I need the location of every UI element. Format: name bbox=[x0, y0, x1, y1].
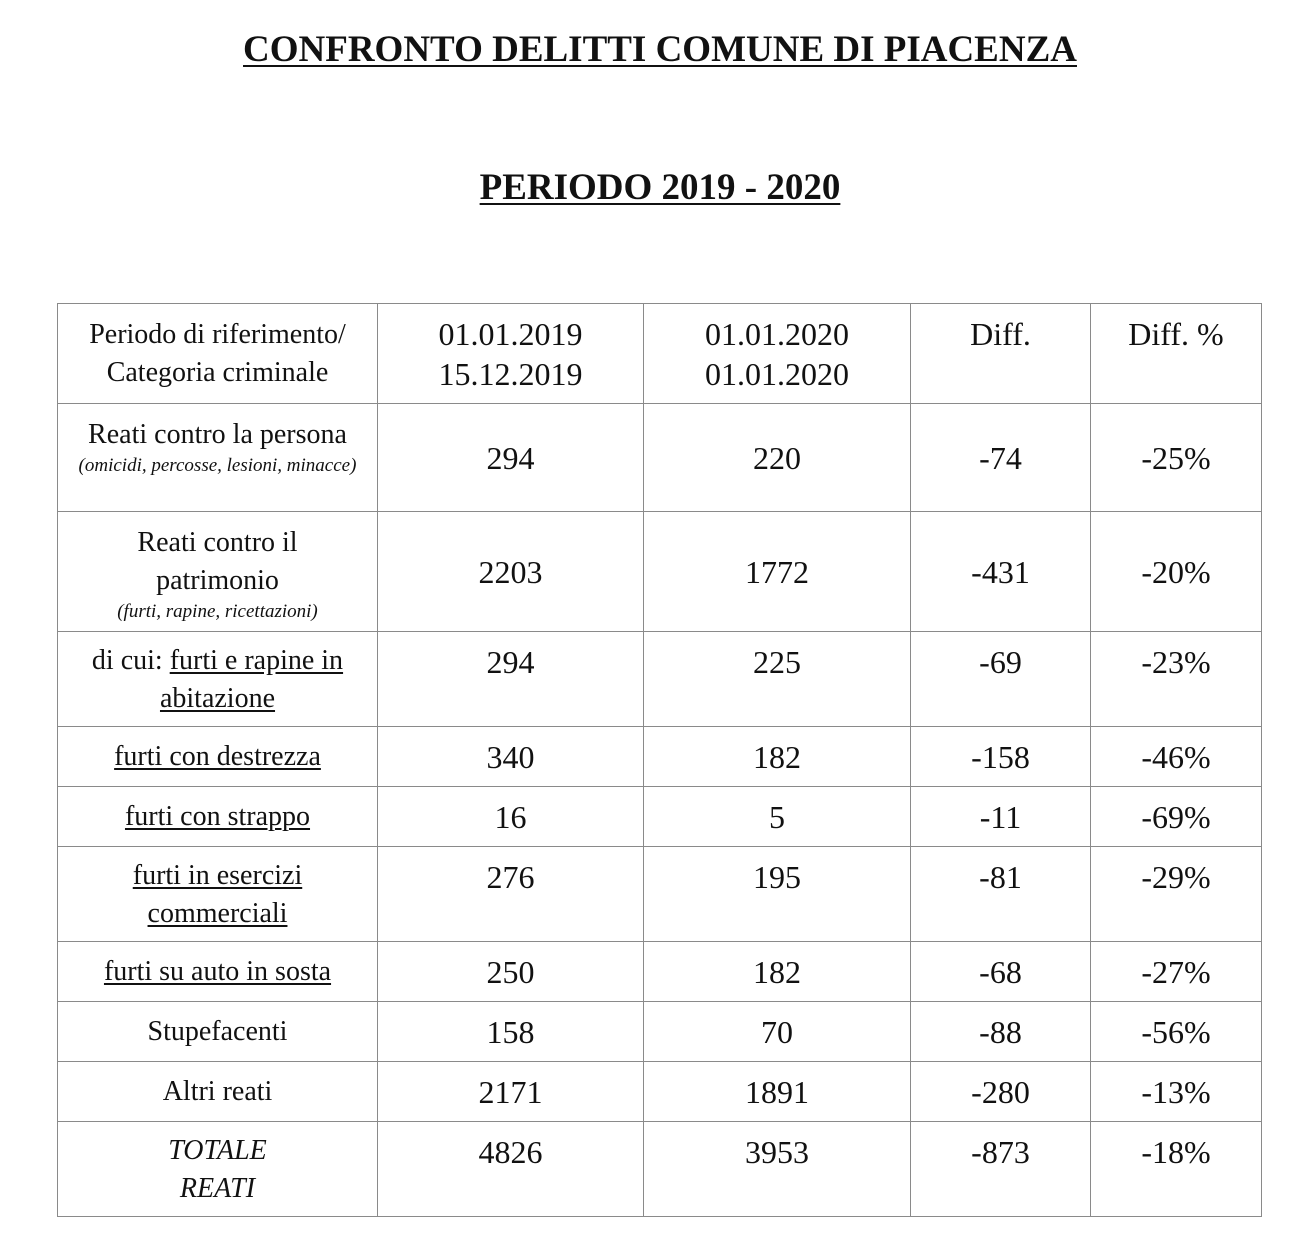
value-diff: -68 bbox=[911, 942, 1091, 1002]
header-diff-pct: Diff. % bbox=[1091, 304, 1262, 404]
table-row bbox=[58, 1002, 1262, 1062]
value-2019: 276 bbox=[378, 847, 644, 942]
table-row bbox=[58, 512, 1262, 632]
value-2020: 70 bbox=[644, 1002, 911, 1062]
value-2020: 1891 bbox=[644, 1062, 911, 1122]
crime-comparison-table bbox=[57, 303, 1262, 1217]
value-2019: 2203 bbox=[378, 512, 644, 632]
header-category bbox=[58, 304, 378, 404]
value-diff-pct: -25% bbox=[1091, 404, 1262, 512]
value-2019: 294 bbox=[378, 632, 644, 727]
row-label bbox=[58, 1062, 378, 1122]
row-label-line1: TOTALE bbox=[168, 1135, 267, 1166]
page-subtitle: PERIODO 2019 - 2020 bbox=[479, 167, 841, 208]
row-label bbox=[58, 1002, 378, 1062]
value-diff-pct: -27% bbox=[1091, 942, 1262, 1002]
value-2020: 220 bbox=[644, 404, 911, 512]
value-diff-pct: -18% bbox=[1091, 1122, 1262, 1217]
header-category-line2: Categoria criminale bbox=[106, 356, 329, 388]
row-label-text: furti con strappo bbox=[124, 800, 311, 832]
value-diff: -11 bbox=[911, 787, 1091, 847]
value-2020: 182 bbox=[644, 727, 911, 787]
header-2019 bbox=[378, 304, 644, 404]
value-diff: -158 bbox=[911, 727, 1091, 787]
value-2019: 250 bbox=[378, 942, 644, 1002]
row-label-text: Reati contro il patrimonio bbox=[137, 527, 298, 596]
header-2019-line1: 01.01.2019 bbox=[438, 316, 583, 352]
row-label-note: (omicidi, percosse, lesioni, minacce) bbox=[78, 455, 357, 476]
row-label-prefix: di cui: bbox=[91, 645, 170, 676]
row-label-text: furti con destrezza bbox=[114, 740, 321, 772]
value-diff-pct: -13% bbox=[1091, 1062, 1262, 1122]
value-2019: 294 bbox=[378, 404, 644, 512]
value-2020: 182 bbox=[644, 942, 911, 1002]
row-label bbox=[58, 1122, 378, 1217]
value-2020: 195 bbox=[644, 847, 911, 942]
value-diff: -280 bbox=[911, 1062, 1091, 1122]
value-diff-pct: -29% bbox=[1091, 847, 1262, 942]
value-2020: 3953 bbox=[644, 1122, 911, 1217]
value-diff: -74 bbox=[911, 404, 1091, 512]
row-label-text: Reati contro la persona bbox=[88, 419, 347, 450]
table-header-row bbox=[58, 304, 1262, 404]
table-row bbox=[58, 632, 1262, 727]
row-label-note: (furti, rapine, ricettazioni) bbox=[117, 601, 318, 622]
row-label-text: furti in esercizi commerciali bbox=[132, 860, 303, 929]
value-diff-pct: -23% bbox=[1091, 632, 1262, 727]
table-row bbox=[58, 404, 1262, 512]
value-2019: 340 bbox=[378, 727, 644, 787]
value-diff: -88 bbox=[911, 1002, 1091, 1062]
value-diff-pct: -56% bbox=[1091, 1002, 1262, 1062]
row-label bbox=[58, 632, 378, 727]
table-row bbox=[58, 727, 1262, 787]
page-title: CONFRONTO DELITTI COMUNE DI PIACENZA bbox=[243, 29, 1077, 70]
value-2019: 2171 bbox=[378, 1062, 644, 1122]
row-label-text: furti e rapine in abitazione bbox=[159, 645, 344, 714]
value-2020: 1772 bbox=[644, 512, 911, 632]
row-label-text: Altri reati bbox=[162, 1075, 273, 1107]
value-diff-pct: -69% bbox=[1091, 787, 1262, 847]
row-label bbox=[58, 404, 378, 512]
row-label-line2: REATI bbox=[179, 1173, 256, 1204]
header-category-line1: Periodo di riferimento/ bbox=[89, 318, 346, 350]
table-row bbox=[58, 1062, 1262, 1122]
row-label bbox=[58, 512, 378, 632]
value-diff-pct: -46% bbox=[1091, 727, 1262, 787]
header-2019-line2: 15.12.2019 bbox=[438, 356, 583, 392]
header-2020-line1: 01.01.2020 bbox=[705, 316, 849, 352]
value-diff: -873 bbox=[911, 1122, 1091, 1217]
row-label bbox=[58, 847, 378, 942]
row-label bbox=[58, 727, 378, 787]
value-2019: 4826 bbox=[378, 1122, 644, 1217]
row-label bbox=[58, 942, 378, 1002]
row-label bbox=[58, 787, 378, 847]
value-diff: -81 bbox=[911, 847, 1091, 942]
row-label-text: Stupefacenti bbox=[147, 1015, 288, 1047]
header-2020 bbox=[644, 304, 911, 404]
value-2020: 225 bbox=[644, 632, 911, 727]
table-row bbox=[58, 847, 1262, 942]
header-2020-line2: 01.01.2020 bbox=[705, 356, 849, 392]
value-2020: 5 bbox=[644, 787, 911, 847]
value-diff: -431 bbox=[911, 512, 1091, 632]
value-2019: 16 bbox=[378, 787, 644, 847]
table-row bbox=[58, 942, 1262, 1002]
value-diff: -69 bbox=[911, 632, 1091, 727]
value-2019: 158 bbox=[378, 1002, 644, 1062]
table-row bbox=[58, 787, 1262, 847]
value-diff-pct: -20% bbox=[1091, 512, 1262, 632]
header-diff: Diff. bbox=[911, 304, 1091, 404]
row-label-text: furti su auto in sosta bbox=[103, 955, 332, 987]
table-row-total bbox=[58, 1122, 1262, 1217]
